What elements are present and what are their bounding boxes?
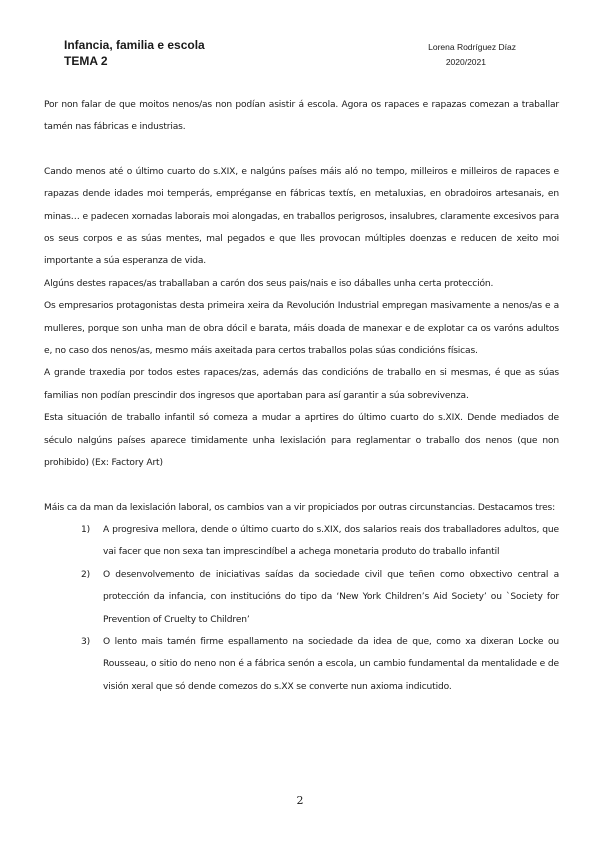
document-header <box>64 38 205 68</box>
list-item-text: O lento mais tamén firme espallamento na sociedade da idea de que, como xa dixeran Locke ou Rousseau, o sitio do neno non é a fábrica senón a escola, un cambio fundamental da mentalidade e de visión xeral que só dende comezos do s.XX se converte nun axioma indicutido. <box>103 636 559 692</box>
list-number: 3) <box>81 636 91 647</box>
paragraph: Por non falar de que moitos nenos/as non podían asistir á escola. Agora os rapaces e rapazas comezan a traballar tamén nas fábricas e industrias. <box>44 100 559 133</box>
paragraph: Esta situación de traballo infantil só comeza a mudar a aprtires do último cuarto do s.XIX. Dende mediados de século nalgúns países aparece timidamente unha lexislación para reglamentar o traballo dos nenos (que non prohibido) (Ex: Factory Art) <box>44 413 559 469</box>
list-item <box>44 631 559 698</box>
header-meta <box>396 40 516 70</box>
academic-year: 2020/2021 <box>445 57 486 67</box>
paragraph: Os empresarios protagonistas desta primeira xeira da Revolución Industrial empregan masivamente a nenos/as e a mulleres, porque son unha man de obra dócil e barata, máis doada de manexar e de explotar ca os varóns adultos e, no caso dos nenos/as, mesmo máis axeitada para certos traballos polas súas condicións físicas. <box>44 301 559 357</box>
document-body <box>44 94 559 698</box>
paragraph: Cando menos até o último cuarto do s.XIX, e nalgúns países máis aló no tempo, milleiros e milleiros de rapaces e rapazas dende idades moi temperás, empréganse en fábricas textís, en metaluxias, en obradoiros artesanais, en minas… e padecen xornadas laborais moi alongadas, en traballos perigrosos, insalubres, claramente excesivos para os seus corpos e as súas mentes, mal pegados e que lles provocan múltiples doenzas e reducen de xeito moi importante a súa esperanza de vida. <box>44 166 559 267</box>
page-number: 2 <box>296 794 304 807</box>
paragraph: Máis ca da man da lexislación laboral, os cambios van a vir propiciados por outras circunstancias. Destacamos tres: <box>44 502 556 513</box>
list-item-text: O desenvolvemento de iniciativas saídas da sociedade civil que teñen como obxectivo central a protección da infancia, con institucións do tipo da ‘New York Children’s Aid Society’ ou `Society for Prevention of Cruelty to Children’ <box>103 569 559 625</box>
author-name: Lorena Rodríguez Díaz <box>428 42 516 52</box>
list-number: 1) <box>81 524 91 535</box>
list-item-text: A progresiva mellora, dende o último cuarto do s.XIX, dos salarios reais dos traballadores adultos, que vai facer que non sexa tan imprescindíbel a achega monetaria produto do traballo infantil <box>103 524 559 558</box>
list-item <box>44 564 559 631</box>
course-title: Infancia, familia e escola <box>64 38 205 52</box>
numbered-list <box>44 519 559 698</box>
list-number: 2) <box>81 569 91 580</box>
topic-title: TEMA 2 <box>64 54 108 68</box>
paragraph: Algúns destes rapaces/as traballaban a carón dos seus pais/nais e iso dáballes unha certa protección. <box>44 278 494 289</box>
list-item <box>44 519 559 564</box>
paragraph: A grande traxedia por todos estes rapaces/zas, además das condicións de traballo en si mesmas, é que as súas familias non podían prescindir dos ingresos que aportaban para así garantir a súa sobrevivenza. <box>44 368 559 401</box>
